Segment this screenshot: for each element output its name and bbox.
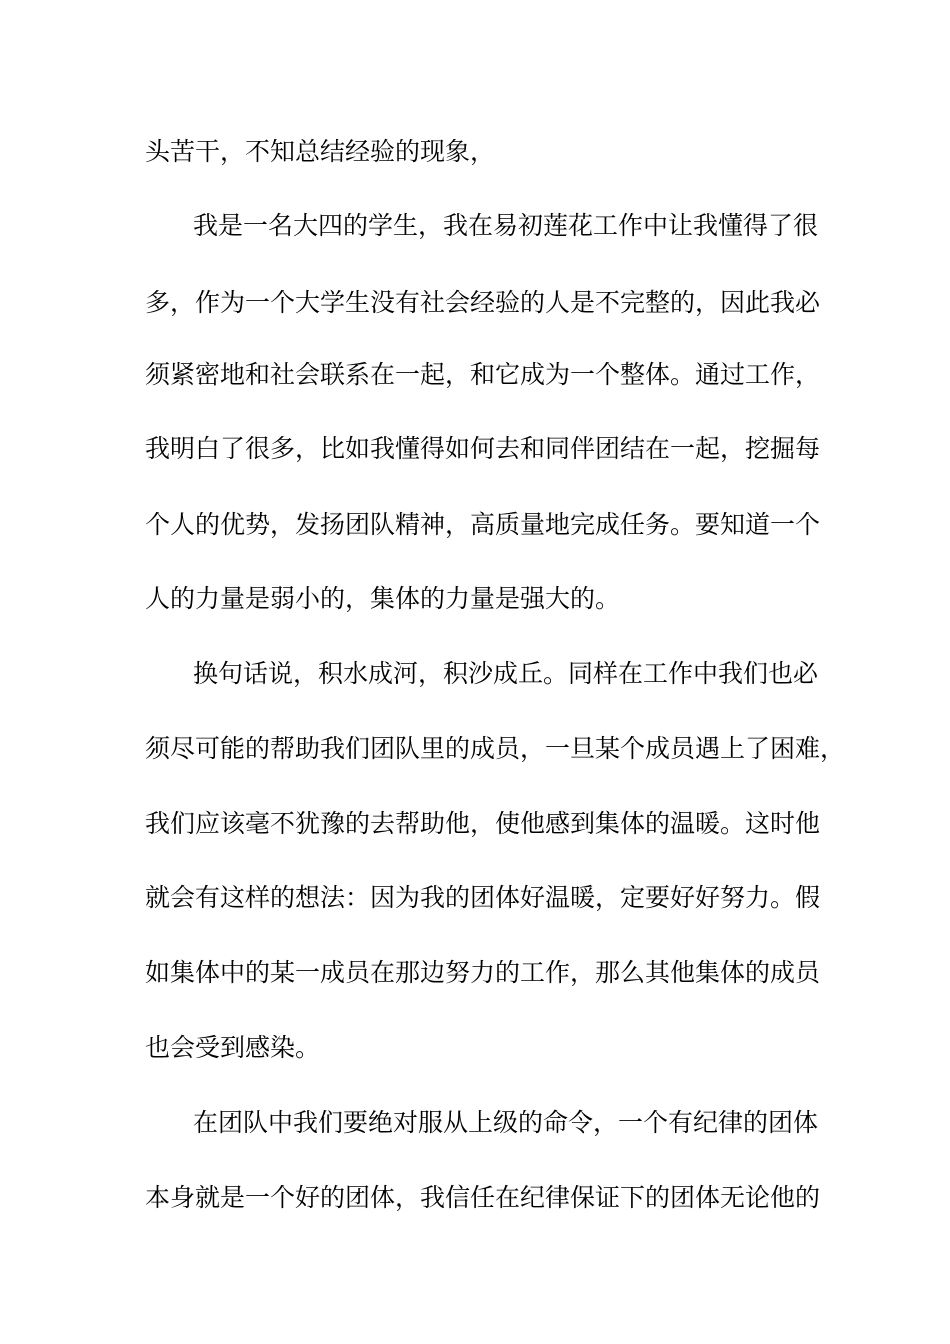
text-line: 就会有这样的想法：因为我的团体好温暖，定要好好努力。假 xyxy=(145,883,821,912)
paragraph-start-line: 我是一名大四的学生，我在易初莲花工作中让我懂得了很 xyxy=(193,211,819,240)
text-line: 如集体中的某一成员在那边努力的工作，那么其他集体的成员 xyxy=(145,958,821,987)
text-line: 我们应该毫不犹豫的去帮助他，使他感到集体的温暖。这时他 xyxy=(145,809,821,838)
text-line: 个人的优势，发扬团队精神，高质量地完成任务。要知道一个 xyxy=(145,510,821,539)
text-line: 也会受到感染。 xyxy=(145,1033,321,1062)
text-line: 我明白了很多，比如我懂得如何去和同伴团结在一起，挖掘每 xyxy=(145,434,821,463)
text-line: 头苦干，不知总结经验的现象， xyxy=(145,137,496,166)
text-line: 须紧密地和社会联系在一起，和它成为一个整体。通过工作， xyxy=(145,360,821,389)
paragraph-start-line: 换句话说，积水成河，积沙成丘。同样在工作中我们也必 xyxy=(193,659,819,688)
text-line: 须尽可能的帮助我们团队里的成员，一旦某个成员遇上了困难， xyxy=(145,734,846,763)
text-line: 人的力量是弱小的，集体的力量是强大的。 xyxy=(145,584,621,613)
paragraph-start-line: 在团队中我们要绝对服从上级的命令，一个有纪律的团体 xyxy=(193,1108,819,1137)
text-line: 本身就是一个好的团体，我信任在纪律保证下的团体无论他的 xyxy=(145,1183,821,1212)
text-line: 多，作为一个大学生没有社会经验的人是不完整的，因此我必 xyxy=(145,288,821,317)
